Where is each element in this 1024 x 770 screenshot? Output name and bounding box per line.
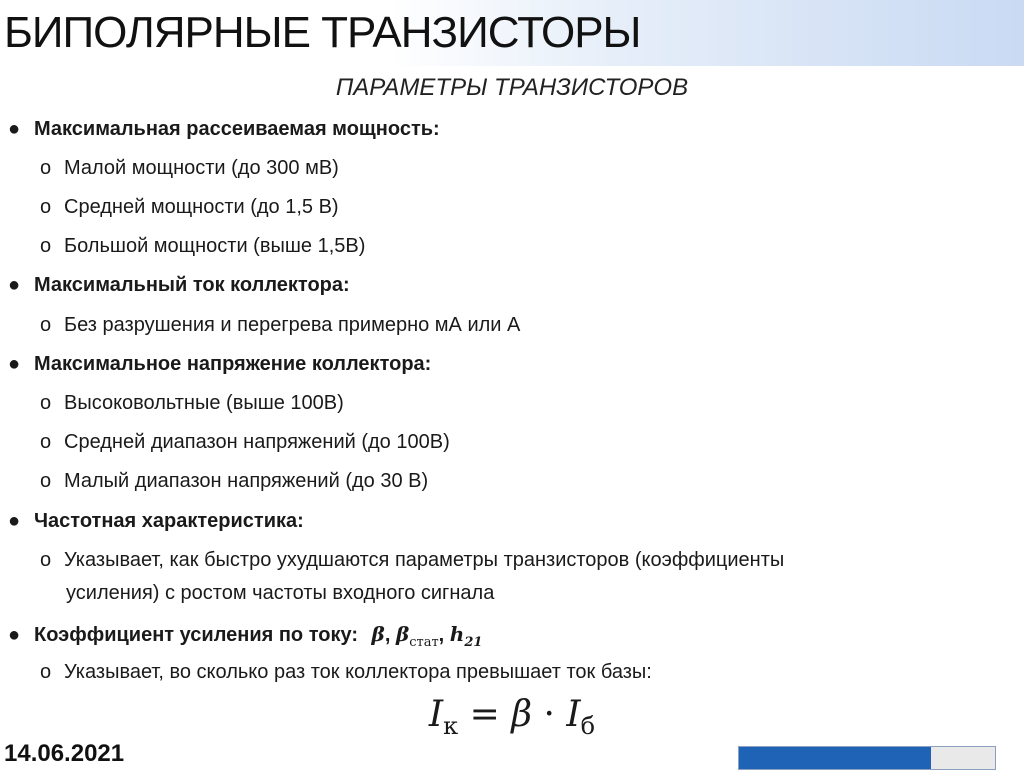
bullet-max-collector-voltage [8,353,431,376]
bullet-text: Максимальная рассеиваемая мощность: [34,118,440,140]
circle-bullet-icon: o [40,235,52,257]
subbullet-medium-power [40,196,339,219]
symbol-h21: $h_{21}$ [449,622,483,650]
slide-subtitle: ПАРАМЕТРЫ ТРАНЗИСТОРОВ [335,74,689,101]
circle-bullet-icon: o [40,196,52,218]
bullet-dot-icon: ● [8,510,21,532]
bullet-text: Частотная характеристика: [34,510,304,532]
bullet-dot-icon: ● [8,624,21,646]
bullet-frequency-response [8,510,304,533]
circle-bullet-icon: o [40,392,52,414]
subbullet-frequency-desc-continued: усиления) с ростом частоты входного сигнала [66,582,495,604]
bullet-dot-icon: ● [8,274,21,296]
formula-dot: · [532,694,567,735]
subbullet-text: Малой мощности (до 300 мВ) [64,157,339,179]
bullet-dot-icon: ● [8,353,21,375]
slide-progress-fill [739,747,931,769]
slide-progress-bar [738,746,996,770]
bullet-current-gain [8,622,482,650]
slide-title: БИПОЛЯРНЫЕ ТРАНЗИСТОРЫ [4,8,641,57]
subbullet-text: Малый диапазон напряжений (до 30 В) [64,470,429,492]
subbullet-text: Средней диапазон напряжений (до 100В) [64,431,450,453]
subbullet-text: Средней мощности (до 1,5 В) [64,196,339,218]
formula-rhs: I [566,694,581,735]
subbullet-text: Высоковольтные (выше 100В) [64,392,344,414]
subbullet-high-power [40,235,365,258]
separator: , [384,624,391,646]
bullet-max-collector-current [8,274,350,297]
subbullet-high-voltage [40,392,344,415]
bullet-text: Максимальное напряжение коллектора: [34,353,432,375]
subbullet-low-voltage [40,470,428,493]
subbullet-text: Указывает, во сколько раз ток коллектора превышает ток базы: [64,661,652,683]
formula-equals: = [458,694,512,735]
symbol-beta: β [371,622,385,646]
subbullet-medium-voltage [40,431,450,454]
subbullet-no-damage [40,314,520,337]
subbullet-gain-desc [40,661,652,684]
subbullet-frequency-desc [40,549,784,572]
subbullet-low-power [40,157,339,180]
circle-bullet-icon: o [40,470,52,492]
slide-date: 14.06.2021 [4,740,125,767]
separator: , [438,624,445,646]
circle-bullet-icon: o [40,661,52,683]
bullet-text: Коэффициент усиления по току: [34,624,358,646]
circle-bullet-icon: o [40,431,52,453]
symbol-beta-stat: $\beta_{стат}$ [395,622,439,650]
formula-beta: β [511,694,533,735]
formula-lhs-sub: к [443,712,459,740]
circle-bullet-icon: o [40,549,52,571]
bullet-dot-icon: ● [8,118,21,140]
formula-rhs-sub: б [580,712,596,740]
subbullet-text: Указывает, как быстро ухудшаются параметры транзисторов (коэффициенты [64,549,785,571]
bullet-max-power [8,118,440,141]
formula-lhs: I [428,694,444,735]
bullet-text: Максимальный ток коллектора: [34,274,350,296]
circle-bullet-icon: o [40,157,52,179]
circle-bullet-icon: o [40,314,52,336]
subbullet-text: Без разрушения и перегрева примерно мА или А [64,314,521,336]
formula-collector-current [0,694,1024,740]
subbullet-text: Большой мощности (выше 1,5В) [64,235,366,257]
